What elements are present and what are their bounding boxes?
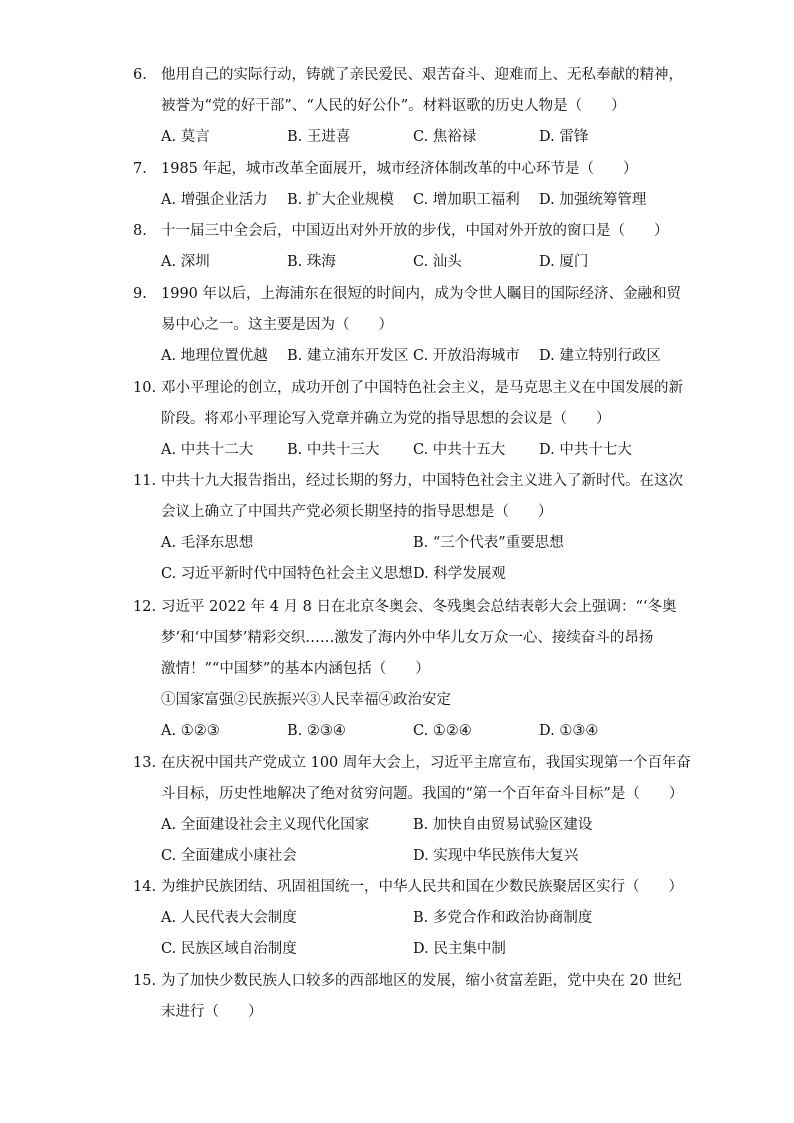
question-stem [161,216,673,247]
question-number: 6. [133,67,147,83]
option-b: B. 中共十三大 [287,442,380,458]
question-10 [133,373,683,466]
question-11 [133,466,683,590]
question-number: 12. [133,599,157,615]
option-d: D. 民主集中制 [413,941,506,957]
stem-line: 邓小平理论的创立，成功开创了中国特色社会主义，是马克思主义在中国发展的新 [161,380,683,396]
option-d: D. 建立特别行政区 [539,348,661,364]
option-a: A. ①②③ [161,723,220,739]
question-stem [161,966,682,1028]
option-b: B. 珠海 [287,254,336,270]
option-a: A. 中共十二大 [161,442,254,458]
option-d: D. 厦门 [539,254,589,270]
question-number: 11. [133,473,157,489]
stem-line: 为维护民族团结、巩固祖国统一，中华人民共和国在少数民族聚居区实行（ ） [161,879,683,895]
options-row [161,559,673,590]
stem-line: 他用自己的实际行动，铸就了亲民爱民、艰苦奋斗、迎难而上、无私奉献的精神， [161,67,683,83]
question-stem [161,592,677,685]
options-row [161,934,673,965]
options [161,716,673,747]
option-a: A. 地理位置优越 [161,348,268,364]
stem-line: 易中心之一。这主要是因为（ ） [161,317,393,333]
question-stem [161,466,683,528]
question-14 [133,872,683,965]
option-b: B. ②③④ [287,723,346,739]
option-d: D. 加强统筹管理 [539,192,647,208]
question-12 [133,592,677,747]
question-13 [133,748,691,872]
question-number: 8. [133,223,147,239]
options [161,435,673,466]
option-c: C. 习近平新时代中国特色社会主义思想 [161,566,413,582]
question-8 [133,216,673,278]
question-7 [133,154,673,216]
stem-line: 被誉为“党的好干部”、“人民的好公仆”。材料讴歌的历史人物是（ ） [161,98,626,114]
option-b: B. 王进喜 [287,129,351,145]
stem-line: 为了加快少数民族人口较多的西部地区的发展，缩小贫富差距，党中央在 20 世纪 [161,973,682,989]
option-a: A. 深圳 [161,254,210,270]
option-c: C. 全面建成小康社会 [161,848,297,864]
options [161,185,673,216]
stem-line: 阶段。将邓小平理论写入党章并确立为党的指导思想的会议是（ ） [161,411,611,427]
option-c: C. 增加职工福利 [413,192,520,208]
question-stem [161,154,673,185]
option-b: B. 建立浦东开发区 [287,348,409,364]
option-d: D. 雷锋 [539,129,589,145]
options-row [161,810,673,841]
option-b: B. 多党合作和政治协商制度 [413,910,593,926]
question-stem [161,872,683,903]
stem-line: 激情！”“中国梦”的基本内涵包括（ ） [161,661,430,677]
options-row [161,841,673,872]
question-number: 9. [133,286,147,302]
stem-line: 1990 年以后，上海浦东在很短的时间内，成为令世人瞩目的国际经济、金融和贸 [161,286,682,302]
option-c: C. 焦裕禄 [413,129,477,145]
stem-line: 斗目标，历史性地解决了绝对贫穷问题。我国的“第一个百年奋斗目标”是（ ） [161,786,684,802]
option-d: D. 中共十七大 [539,442,632,458]
question-9 [133,279,682,372]
option-b: B. “三个代表”重要思想 [413,535,564,551]
option-c: C. ①②④ [413,723,472,739]
option-c: C. 开放沿海城市 [413,348,520,364]
question-stem [161,279,682,341]
question-6 [133,60,683,153]
statement-list: ①国家富强②民族振兴③人民幸福④政治安定 [161,692,451,708]
options-row [161,528,673,559]
question-stem [161,373,683,435]
question-number: 7. [133,161,147,177]
option-b: B. 扩大企业规模 [287,192,394,208]
option-a: A. 人民代表大会制度 [161,910,297,926]
options [161,122,673,153]
stem-line: 会议上确立了中国共产党必须长期坚持的指导思想是（ ） [161,504,553,520]
stem-line: 梦’和‘中国梦’精彩交织……激发了海内外中华儿女万众一心、接续奋斗的昂扬 [161,630,654,646]
question-number: 14. [133,879,157,895]
stem-line: 末进行（ ） [161,1004,263,1020]
stem-line: 1985 年起，城市改革全面展开，城市经济体制改革的中心环节是（ ） [161,161,638,177]
question-number: 15. [133,973,157,989]
option-c: C. 汕头 [413,254,462,270]
question-number: 10. [133,380,157,396]
stem-line: 十一届三中全会后，中国迈出对外开放的步伐，中国对外开放的窗口是（ ） [161,223,669,239]
option-a: A. 全面建设社会主义现代化国家 [161,817,370,833]
question-number: 13. [133,755,157,771]
question-stem [161,60,683,122]
option-d: D. 实现中华民族伟大复兴 [413,848,579,864]
stem-line: 习近平 2022 年 4 月 8 日在北京冬奥会、冬残奥会总结表彰大会上强调：“‘冬奥 [161,599,677,615]
options-row [161,903,673,934]
option-c: C. 民族区域自治制度 [161,941,297,957]
stem-line: 中共十九大报告指出，经过长期的努力，中国特色社会主义进入了新时代。在这次 [161,473,683,489]
option-d: D. ①③④ [539,723,599,739]
option-b: B. 加快自由贸易试验区建设 [413,817,593,833]
stem-line: 在庆祝中国共产党成立 100 周年大会上，习近平主席宣布，我国实现第一个百年奋 [161,755,691,771]
options [161,341,673,372]
option-a: A. 毛泽东思想 [161,535,254,551]
question-15 [133,966,682,1028]
option-a: A. 增强企业活力 [161,192,268,208]
options [161,247,673,278]
option-a: A. 莫言 [161,129,210,145]
option-c: C. 中共十五大 [413,442,506,458]
option-d: D. 科学发展观 [413,566,506,582]
question-stem [161,748,691,810]
